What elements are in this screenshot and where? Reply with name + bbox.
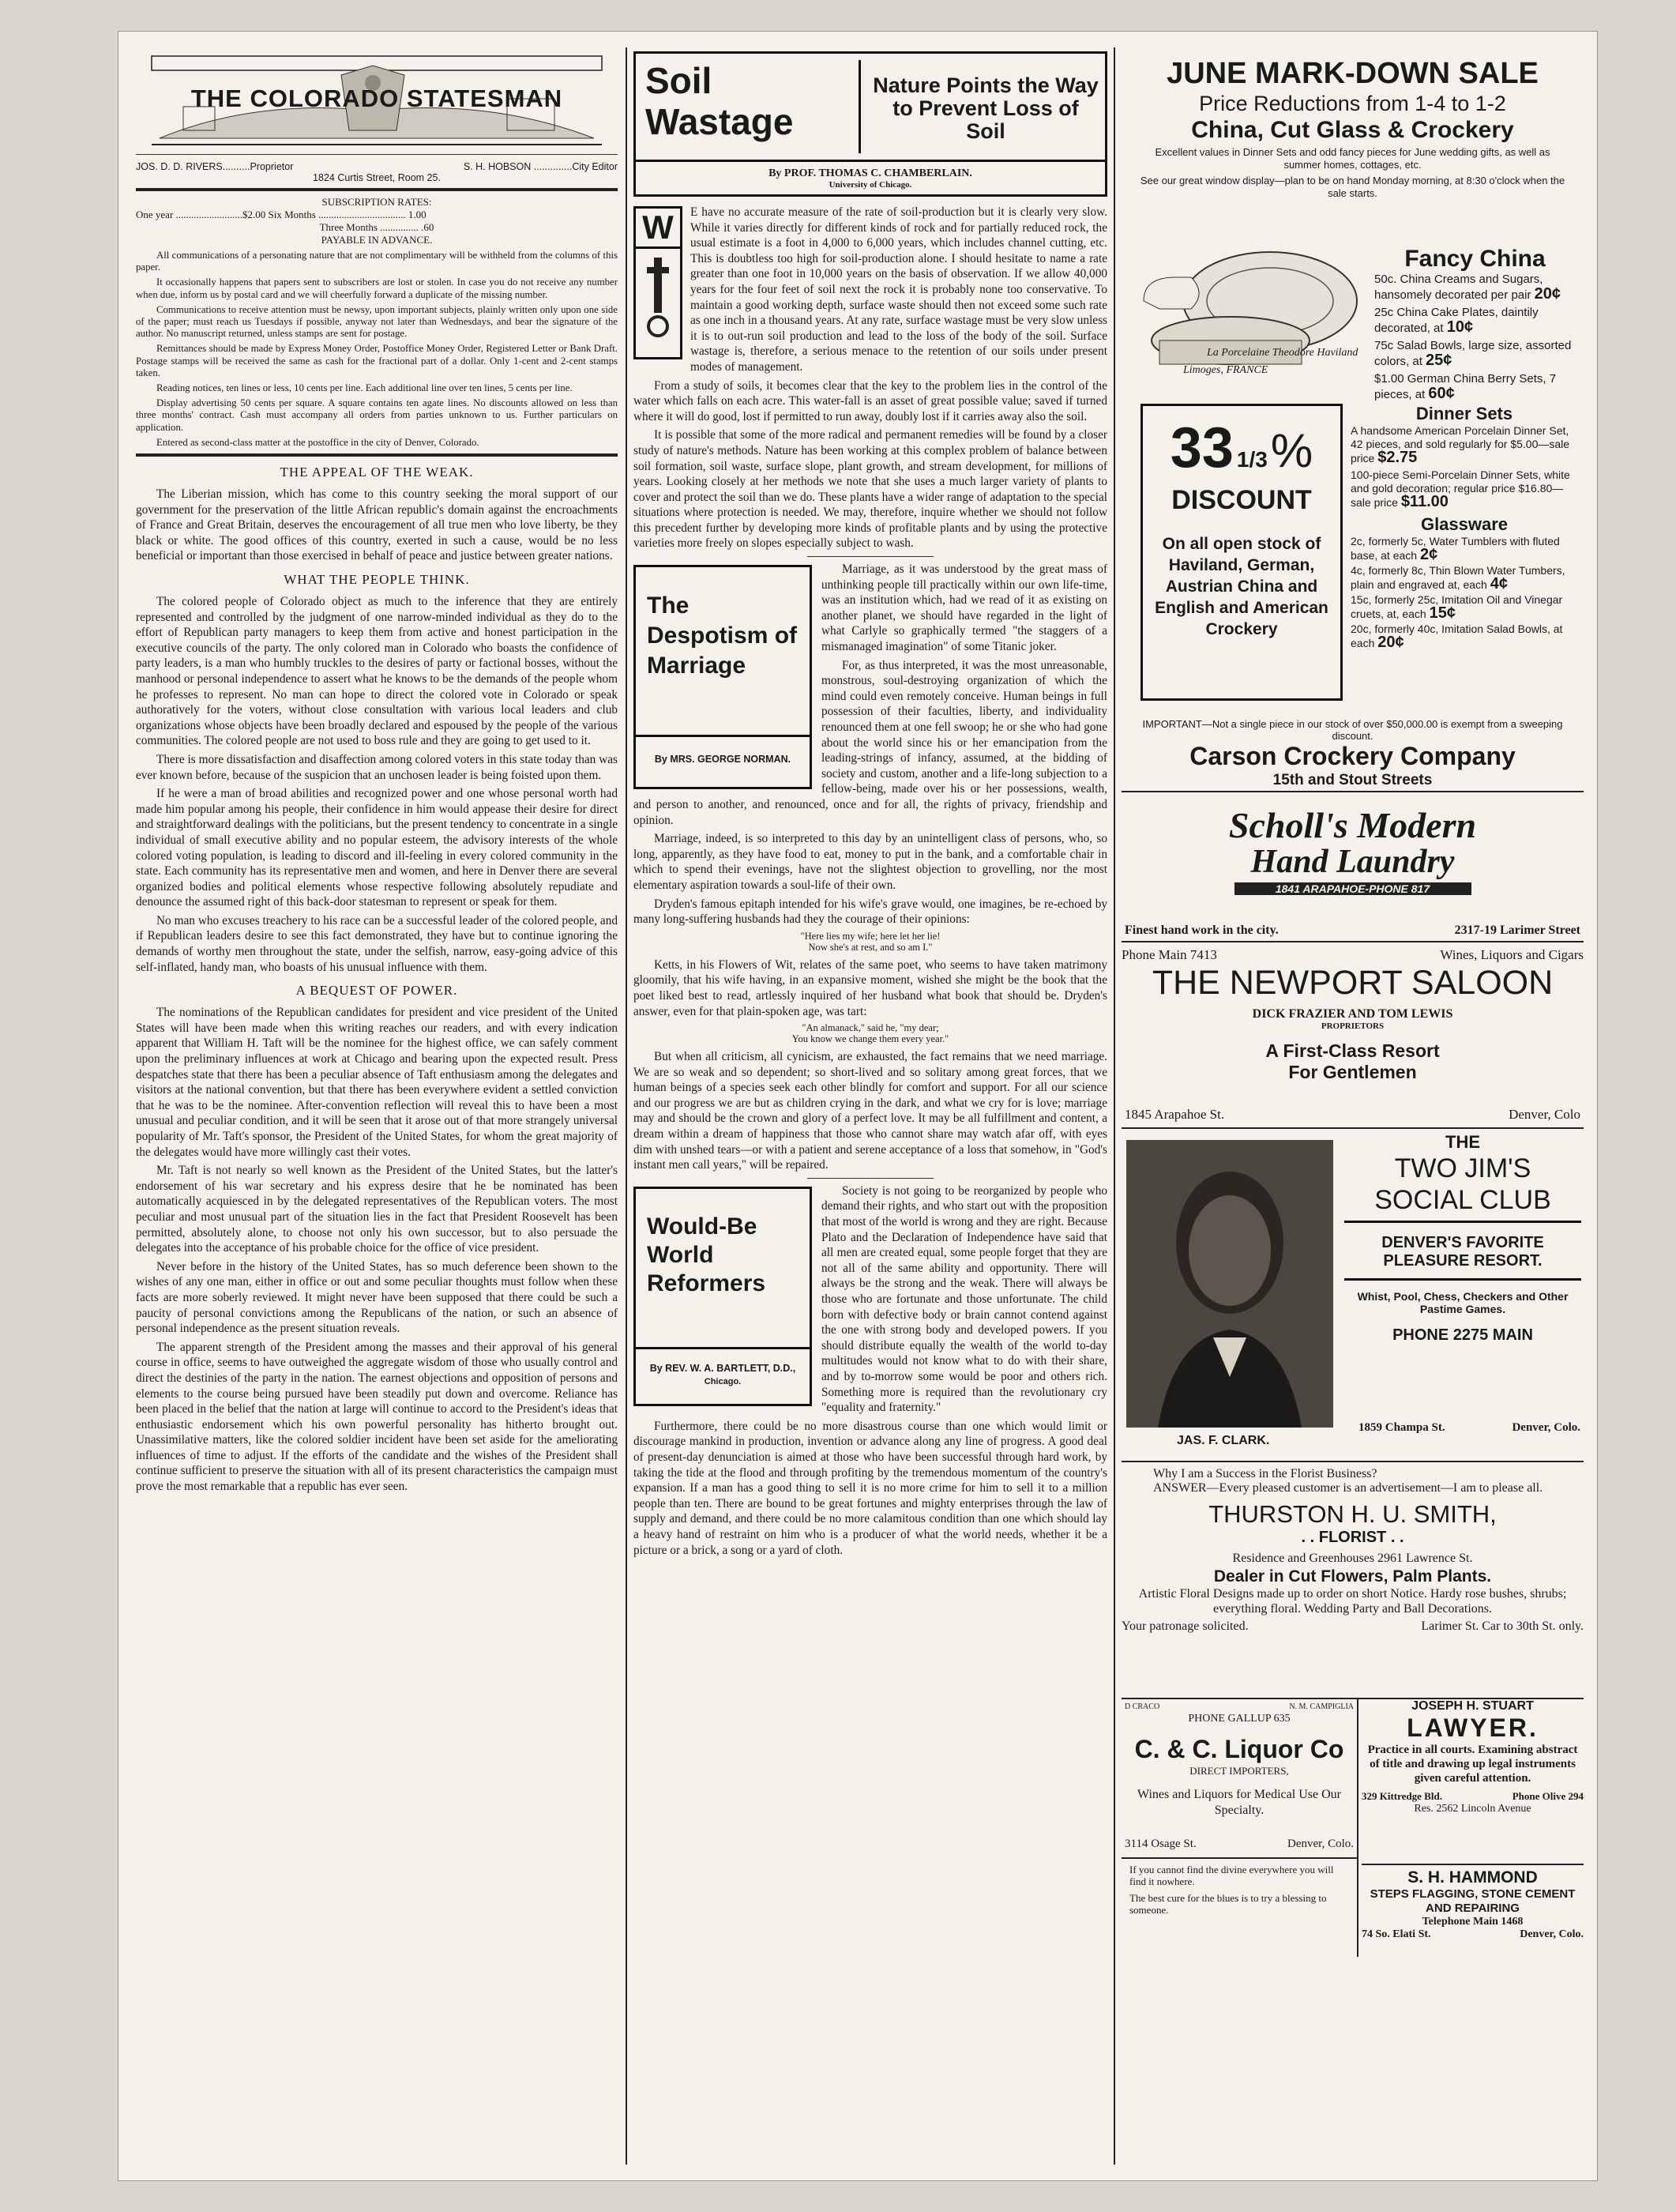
florist-patronage: Your patronage solicited.: [1122, 1620, 1249, 1633]
hammond-desc: STEPS FLAGGING, STONE CEMENT AND REPAIRING: [1370, 1887, 1576, 1915]
newport-topline: [1122, 947, 1584, 963]
newport-address: 1845 Arapahoe St.: [1125, 1107, 1225, 1122]
newport-resort: A First-Class Resort: [1265, 1040, 1440, 1061]
glass-item-price: 2¢: [1419, 546, 1438, 563]
dinner-item-price: $2.75: [1377, 449, 1418, 466]
dinner-item-desc: 100-piece Semi-Porcelain Dinner Sets, white and gold decoration; regular price $16.80—sale price: [1351, 468, 1570, 509]
glass-item-desc: 20c, formerly 40c, Imitation Salad Bowls, at each: [1351, 623, 1563, 649]
drop-cap: W: [636, 209, 680, 249]
two-jims-favorite: PLEASURE RESORT.: [1344, 1252, 1581, 1281]
despotism-paragraph: Ketts, in his Flowers of Wit, relates of the same poet, who seems to have taken matrimony gloomily, that his wife having, in an expansive moment, wished she might be the book that the poet liked best to read, artlessly inquired of her husband what book that should be. Dryden's answer, even for that plain-spoken age, was tart:: [633, 957, 1107, 1018]
laundry-ad: [1122, 807, 1584, 942]
verse-line: "Here lies my wife; here let her lie!: [800, 930, 941, 942]
lawyer-office: 329 Kittredge Bld.: [1362, 1790, 1442, 1802]
hammond-name: S. H. HAMMOND: [1407, 1868, 1538, 1887]
despotism-paragraph: Marriage, as it was understood by the great mass of unthinking people till practically within our own life-time, was an institution which, had we read of it as existing on another planet, we should have regarded in the light of what Carlyle so graphically termed "the staggers of a mismanaged imagination" of some Titanic joker.: [821, 562, 1107, 654]
reformers-title-box: [633, 1187, 812, 1406]
soil-title-line: Soil: [645, 60, 712, 101]
liquor-ad: [1122, 1699, 1358, 1957]
fancy-item-price: 20¢: [1534, 285, 1561, 303]
notice: It occasionally happens that papers sent to subscribers are lost or stolen. In case you do not receive any number when due, inform us by postal card and we will cheerfully forward a duplicate of the missing number.: [136, 276, 618, 300]
discount-desc: On all open stock of Haviland, German, Austrian China and English and American Crockery: [1155, 535, 1328, 638]
fancy-item-price: 60¢: [1428, 385, 1455, 402]
glass-item: [1351, 564, 1578, 592]
florist-footer: [1122, 1620, 1584, 1634]
liquor-city: Denver, Colo.: [1287, 1838, 1354, 1850]
soil-affiliation: University of Chicago.: [829, 180, 912, 190]
newport-wines: Wines, Liquors and Cigars: [1440, 947, 1584, 962]
dinner-glass-list: [1351, 404, 1578, 650]
people-paragraph: The colored people of Colorado object as much to the inference that they are entirely represented and controlled by the judgment of one narrow-minded individual as they do to the effort of Republican party managers to keep them from active and honest participation in the executive councils of the party. The only colored man in Colorado who boasts the confidence of party leaders, is a man who humbly truckles to the desires of party or factional bosses, without the manhood or personal independence to assert what he knows to be the demands of the people whom he professes to represent. No man can hope to direct the colored vote in Colorado or speak authoratively for the voters, without close consultation with various local leaders and club organizations whose objects have been broadly declared and espoused by the people of the various communities. The colored people are not used to boss rule and they are going to get used to it.: [136, 595, 618, 748]
discount-fraction: 1/3: [1236, 447, 1268, 472]
fancy-item-price: 25¢: [1426, 352, 1452, 369]
sale-line: Excellent values in Dinner Sets and odd fancy pieces for June wedding gifts, as well as summer homes, cottages, etc.: [1155, 146, 1550, 171]
two-jims-text: [1344, 1132, 1581, 1345]
hammond-phone: Telephone Main 1468: [1422, 1916, 1524, 1928]
newport-owners: DICK FRAZIER AND TOM LEWIS: [1252, 1007, 1453, 1021]
masthead: [136, 51, 618, 155]
notice: Display advertising 50 cents per square. A square contains ten agate lines. No discounts allowed on less than three months' contract. Cash must accompany all orders from parties unknown to us. Further particulars on application.: [136, 397, 618, 433]
lawyer-contact: [1362, 1790, 1584, 1803]
florist-answer: ANSWER—Every pleased customer is an advertisement—I am to please all.: [1153, 1481, 1543, 1495]
soil-byline: By PROF. THOMAS C. CHAMBERLAIN.: [768, 167, 972, 179]
newspaper-page: [118, 32, 1597, 2180]
verse-line: "An almanack," said he, "my dear;: [802, 1022, 939, 1034]
laundry-banner: 1841 ARAPAHOE-PHONE 817: [1234, 882, 1471, 895]
two-jims-address: 1859 Champa St.: [1358, 1421, 1445, 1434]
soil-title: [645, 60, 861, 153]
florist-residence: Residence and Greenhouses 2961 Lawrence St.: [1232, 1552, 1473, 1565]
carson-crockery-ad: [1122, 56, 1584, 792]
subscription-heading: SUBSCRIPTION RATES:: [321, 196, 432, 208]
liquor-importers: DIRECT IMPORTERS,: [1189, 1765, 1289, 1777]
fancy-heading: Fancy China: [1404, 246, 1546, 272]
two-jims-favorite: DENVER'S FAVORITE: [1381, 1234, 1544, 1251]
lawyer-desc: Practice in all courts. Examining abstract of title and drawing up legal instruments given careful attention.: [1367, 1744, 1578, 1785]
newport-footer: [1125, 1107, 1580, 1123]
hammond-footer: [1362, 1928, 1584, 1941]
despotism-paragraph: For, as thus interpreted, it was the most unreasonable, monstrous, soul-destroying organization of which the mind could even remotely conceive. Human beings in full possession of their faculties, liberty, and individuality renounced them at one fell swoop; he or she who had gone about the world since his or her emancipation from the leading-strings of infancy, assumed, at the bidding of society and custom, another and a life-long subjection to a fellow-being, made over his or her possessions, wealth, and person to another, and renounced, once and for all, the rights of privacy, friendship and opinion.: [633, 658, 1107, 827]
reformers-paragraph: Society is not going to be reorganized by people who demand their rights, and who start out with the proposition that most of the world is wrong and they are right. Because Plato and the Declaration of Independence have said that all men are created equal, some people forget that they are not all of the same ability and opportunity. There will always be the strong and the weak. There will always be those who are fortunate and those unfortunate. The child born with defective body or brain cannot contend against the one with strong body and developed powers. If you should distribute equally the wealth of the world to-day multitudes would not know what to do with their share, and by to-morrow some would be poor and others rich. Something more is required than the revolutionary cry "equality and fraternity.": [821, 1183, 1107, 1415]
lawyer-name: JOSEPH H. STUART: [1411, 1699, 1534, 1713]
bottom-ads: [1122, 1699, 1584, 1960]
glass-item-price: 20¢: [1377, 634, 1404, 651]
drop-cap-box: [633, 206, 682, 359]
sale-line: See our great window display—plan to be on hand Monday morning, at 8:30 o'clock when the sale starts.: [1140, 175, 1565, 199]
glass-item-price: 15¢: [1429, 604, 1456, 622]
soil-paragraph: It is possible that some of the more radical and permanent remedies will be found by a closer study of nature's methods. Nature has been working at this complex problem of balance between soil formation, soil waste, surface slope, plant growth, and stream development, for millions of years. Looking closely at her methods we note that she uses a much larger variety of plants to cover and protect the soil than we do. These plants have a wider range of adaptation to the special situations where protection is needed. We may, therefore, inquire whether we should not follow this precedent further by developing more kinds of profitable plants and by using the protective varieties more freely on slopes especially subject to wash.: [633, 428, 1107, 551]
fancy-item-desc: 75c Salad Bowls, large size, assorted colors, at: [1374, 339, 1572, 368]
florist-question: Why I am a Success in the Florist Business?: [1153, 1467, 1377, 1480]
soil-title-box: [633, 51, 1107, 197]
reformers-place: Chicago.: [704, 1376, 742, 1386]
appeal-paragraph: The Liberian mission, which has come to this country seeking the moral support of our government for the preservation of the little African republic's domain against the encroachments of France and Great Britain, deserves the encouragement of all true men who love liberty, be they black or white. The good offices of this country, exerted in such a cause, would be no less beneficial or important than those exercised in behalf of peace and justice between greater nations.: [136, 487, 618, 563]
despotism-title-box: [633, 565, 812, 789]
soil-title-line: Wastage: [645, 101, 794, 142]
masthead-title: THE COLORADO STATESMAN: [190, 85, 563, 112]
masthead-staff: [136, 161, 618, 172]
sale-sub: Price Reductions from 1-4 to 1-2: [1199, 92, 1506, 115]
hammond-address: 74 So. Elati St.: [1362, 1928, 1431, 1940]
verse: [633, 931, 1107, 953]
despotism-title: The Despotism of Marriage: [647, 592, 798, 679]
discount-percent: %: [1270, 424, 1313, 477]
liquor-owner: D CRACO: [1125, 1702, 1160, 1711]
fancy-item: [1374, 273, 1576, 303]
reformers-byline: By REV. W. A. BARTLETT, D.D.,: [649, 1362, 796, 1374]
glass-item-desc: 2c, formerly 5c, Water Tumblers with fluted base, at each: [1351, 535, 1560, 562]
fancy-item-desc: $1.00 German China Berry Sets, 7 pieces, at: [1374, 372, 1557, 401]
dinner-item: [1351, 424, 1578, 465]
laundry-tagline: Finest hand work in the city.: [1125, 924, 1279, 937]
liquor-owner: N. M. CAMPIGLIA: [1289, 1702, 1354, 1711]
newport-name: THE NEWPORT SALOON: [1152, 964, 1554, 1002]
hammond-city: Denver, Colo.: [1520, 1928, 1584, 1940]
glass-item: [1351, 535, 1578, 562]
newport-resort: For Gentlemen: [1288, 1062, 1417, 1082]
fancy-item: [1374, 339, 1576, 369]
dinner-item-desc: A handsome American Porcelain Dinner Set, 42 pieces, and sold regularly for $5.00—sale price: [1351, 424, 1570, 465]
notice: All communications of a personating nature that are not complimentary will be withheld from the columns of this paper.: [136, 250, 618, 273]
bequest-paragraph: Mr. Taft is not nearly so well known as the President of the United States, but the latter's endorsement of his war secretary and his express desire that he be nominated has been automatically acquiesced in by the delegated representatives of the Republican voters. The most peculiar and most unusual part of the situation lies in the fact that President Roosevelt has been permitted, absolutely alone, to choose not only his own successor, but to also persuade the delegates into the acceptance of his probable choice for the office of vice president.: [136, 1164, 618, 1255]
portrait: [1126, 1140, 1333, 1428]
sale-title: JUNE MARK-DOWN SALE: [1167, 57, 1539, 90]
two-jims-ad: [1122, 1129, 1584, 1462]
florist-desc: Artistic Floral Designs made up to order on short Notice. Hardy rose bushes, shrubs; everything floral. Wedding Party and Ball Decorations.: [1138, 1587, 1567, 1616]
column-left: [136, 51, 618, 2161]
discount-figure: [1143, 416, 1340, 480]
glass-item: [1351, 593, 1578, 621]
masthead-editor: S. H. HOBSON ..............City Editor: [463, 161, 618, 172]
notice: Entered as second-class matter at the postoffice in the city of Denver, Colorado.: [156, 436, 479, 448]
two-jims-name: TWO JIM'S: [1394, 1153, 1531, 1183]
bequest-paragraph: The apparent strength of the President among the masses and their approval of his general course in office, seems to have outweighed the aggregate wisdom of those who usually control and direct the destinies of the party in the nation. The earnest objections and opposition of persons and elements to the course being pursued have been steadily put down and overcome. Reliance has been placed in the belief that the nation at large will continue to accord to the President's ideas that enthusiastic endorsement which his own powerful personality has hitherto brought out. Unassimilative matters, like the colored soldier incident have been set aside for the ameliorating influences of time to adjust. If the efforts of the candidate and the wishes of the President shall continue sufficient to preserve the situation with all of its present characteristics the campaign must prove the most remarkable that a republic has ever seen.: [136, 1340, 618, 1494]
subscription-one-year: One year ..........................$2.00 Six Months .................................. 1.00: [136, 209, 427, 220]
glass-item-desc: 15c, formerly 25c, Imitation Oil and Vinegar cruets, at, each: [1351, 593, 1563, 620]
china-illustration: [1128, 246, 1365, 388]
column-ads: [1122, 51, 1584, 2161]
florist-ad: [1122, 1462, 1584, 1699]
liquor-blues: The best cure for the blues is to try a blessing to someone.: [1129, 1892, 1327, 1916]
despotism-paragraph: Marriage, indeed, is so interpreted to this day by an unintelligent class of persons, who, so long, apparently, as they have food to eat, money to put in the bank, and a comfortable chair in which to spend their evenings, have not the slightest objection to grovelling, nor the most elementary aspiration towards a soul-life of their own.: [633, 832, 1107, 892]
dinner-item: [1351, 468, 1578, 510]
soil-paragraph: E have no accurate measure of the rate of soil-production but it is clearly very slow. While it varies directly for different kinds of rock and for partially reduced rock, the usual estimate is a foot in 4,000 to 6,000 years, which includes channel cutting, etc. This is doubtless too high for soil-production alone. I should hesitate to name a rate greater than one foot in 10,000 years on the basis of observation. If we allow 40,000 years for the four feet of soil next the rock it is probably none too conservative. To maintain a good working depth, surface waste should then not exceed some such rate as one inch in a thousand years. At any rate, surface wastage must be very slow unless it is to out-run soil production and lead to the loss of the body of the soil. Surface wastage is, therefore, a serious menace to the retention of our soils under present modes of management.: [690, 205, 1107, 374]
florist-car: Larimer St. Car to 30th St. only.: [1421, 1620, 1584, 1633]
column-middle: [633, 51, 1107, 2161]
despotism-byline: By MRS. GEORGE NORMAN.: [654, 754, 791, 766]
lawyer-residence: Res. 2562 Lincoln Avenue: [1414, 1803, 1531, 1815]
notice: Remittances should be made by Express Money Order, Postoffice Money Order, Registered Letter or Bank Draft. Postage stamps will be received the same as cash for the fractional part of a dollar. Only 1-cent and 2-cent stamps taken.: [136, 343, 618, 378]
newport-phone: Phone Main 7413: [1122, 947, 1217, 962]
soil-subtitle: Nature Points the Way to Prevent Loss of Soil: [873, 73, 1099, 143]
fancy-item: [1374, 372, 1576, 402]
plate-label: La Porcelaine Theodore Haviland: [1207, 347, 1358, 359]
notice: Reading notices, ten lines or less, 10 cents per line. Each additional line over ten lines, 5 cents per line.: [156, 382, 573, 394]
lawyer-title: LAWYER.: [1407, 1714, 1539, 1742]
glass-item-price: 4¢: [1490, 575, 1508, 592]
liquor-name: C. & C. Liquor Co: [1134, 1735, 1344, 1763]
florist-dealer: Dealer in Cut Flowers, Palm Plants.: [1213, 1567, 1492, 1586]
lawyer-phone: Phone Olive 294: [1512, 1790, 1584, 1802]
important-note: IMPORTANT—Not a single piece in our stock of over $50,000.00 is exempt from a sweeping discount.: [1142, 718, 1563, 742]
bequest-paragraph: Never before in the history of the United States, has so much deference been shown to the wishes of any one man, either in office or out and some peculiar thoughts must follow when these facts are more soberly reviewed. It might never have been supposed that there could be such a paucity of personal convictions among the Republicans of the nation, or such an absence of personal independence as the present situation reveals.: [136, 1259, 618, 1336]
people-paragraph: There is more dissatisfaction and disaffection among colored voters in this state today than was ever known before, because of the suspicion that an unchosen leader is being foisted upon them.: [136, 752, 618, 782]
masthead-proprietor: JOS. D. D. RIVERS..........Proprietor: [136, 161, 294, 172]
newport-city: Denver, Colo: [1509, 1107, 1580, 1122]
liquor-divine: If you cannot find the divine everywhere you will find it nowhere.: [1129, 1864, 1334, 1887]
fancy-item: [1374, 306, 1576, 336]
column-rule: [626, 47, 627, 2165]
reformers-title: Would-Be World Reformers: [647, 1213, 766, 1296]
glass-item: [1351, 623, 1578, 650]
glass-item-desc: 4c, formerly 8c, Thin Blown Water Tumbers, plain and engraved at, each: [1351, 564, 1565, 591]
people-paragraph: No man who excuses treachery to his race can be a successful leader of the colored people, and if Republican leaders desire to see this fact demonstrated, they have but to continue ignoring the demands of worthy men throughout the state, under the selfish, narrow, easy-going advice of this self-inflated, handy man, who boasts of his unusual influence with them.: [136, 913, 618, 974]
florist-title: . . FLORIST . .: [1301, 1529, 1404, 1546]
verse: [633, 1022, 1107, 1044]
notice: Communications to receive attention must be newsy, upon important subjects, plainly written only upon one side of the paper; must reach us Tuesdays if possible, anyway not later than Wednesdays, and bear the signature of the author. No manuscript returned, unless stamps are sent for postage.: [136, 303, 618, 340]
soil-paragraph: From a study of soils, it becomes clear that the key to the problem lies in the control of the water which falls on each acre. This water-fall is an asset of great possible value; saved if turned where it will do good, lost if permitted to run away, doubly lost if it carries away also the soil.: [633, 378, 1107, 423]
two-jims-games: Whist, Pool, Chess, Checkers and Other Pastime Games.: [1357, 1290, 1569, 1315]
bequest-heading: A BEQUEST OF POWER.: [295, 983, 458, 999]
dinner-heading: Dinner Sets: [1415, 404, 1513, 423]
sale-goods: China, Cut Glass & Crockery: [1191, 117, 1514, 143]
appeal-heading: THE APPEAL OF THE WEAK.: [280, 465, 474, 480]
two-jims-footer: [1358, 1421, 1580, 1435]
liquor-footer: [1122, 1838, 1357, 1851]
dinner-item-price: $11.00: [1400, 493, 1449, 510]
fancy-china: [1374, 246, 1576, 402]
laundry-name: Scholl's Modern: [1228, 805, 1477, 845]
masthead-address: 1824 Curtis Street, Room 25.: [313, 172, 441, 183]
discount-number: 33: [1170, 416, 1234, 480]
two-jims-name: SOCIAL CLUB: [1344, 1184, 1581, 1223]
two-jims-the: THE: [1445, 1132, 1480, 1152]
column-rule: [1114, 47, 1115, 2165]
subscription-advance: PAYABLE IN ADVANCE.: [321, 234, 433, 246]
company-streets: 15th and Stout Streets: [1272, 772, 1433, 788]
subscription-three-months: Three Months ............... .60: [319, 221, 434, 233]
fancy-item-desc: 50c. China Creams and Sugars, hansomely decorated per pair: [1374, 273, 1543, 302]
newport-saloon-ad: [1122, 942, 1584, 1129]
laundry-address: 2317-19 Larimer Street: [1454, 924, 1580, 937]
two-jims-city: Denver, Colo.: [1512, 1421, 1580, 1434]
hammond-ad: [1362, 1864, 1584, 1941]
fancy-item-price: 10¢: [1446, 318, 1474, 336]
fancy-item-desc: 25c China Cake Plates, daintily decorated, at: [1374, 306, 1539, 335]
reformers-paragraph: Furthermore, there could be no more disastrous course than one which would limit or discourage mankind in production, invention or advance along any line of progress. A good deal of present-day denunciation is aimed at those who have been successful through hard work, by taking the tide at the flood and through profiting by the tremendous momentum of the country's expansion. If a man has a good thing to sell it is no more crime for him to sell it to a million people than ten. There are bound to be great fortunes and mighty enterprises through the law of supply and demand, and there could be no more calamitous condition than one which should lay a heavy hand of restraint on him who is a producer of what the world needs, whether it be a picture or a brick, a song or a yard of cloth.: [633, 1419, 1107, 1557]
verse-line: You know we change them every year.": [791, 1033, 949, 1045]
laundry-name: Hand Laundry: [1250, 844, 1455, 880]
liquor-phone: PHONE GALLUP 635: [1188, 1713, 1291, 1725]
liquor-wines: Wines and Liquors for Medical Use Our Specialty.: [1137, 1788, 1341, 1817]
despotism-paragraph: But when all criticism, all cynicism, are exhausted, the fact remains that we need marriage. We are so weak and so dependent; so short-lived and so solitary among great forces, that we human beings of a species seek each other blindly for comfort and support. For all our science and our progress we are but as children crying in the dark, and what we cry for is love; marriage may and should be the crown and glory of a perfect love. It may be all fulfillment and content, a dream within a dream of happiness that those who cannot share may watch afar off, with eyes dim with unshed tears—or with a patient and serene acceptance of a loss that somehow, in "God's instant men call years," will be repaired.: [633, 1050, 1107, 1172]
plate-place: Limoges, FRANCE: [1183, 364, 1268, 376]
bequest-paragraph: The nominations of the Republican candidates for president and vice president of the United States will have been made when this writing reaches our readers, and with every indication apparent that William H. Taft will be the nominee for the highest office, we can safely comment upon the preliminary influences at work at Chicago and bearing upon the expected result. Press despatches state that there has been a peculiar absence of Taft enthusiasm among the delegates and visitors at the national convention, but that there has been everywhere evident a settled conviction that he was to be the nominee. After-convention reflection will reveal this to have been a most unusual and peculiar condition, and it will be seen that it arose out of that more strangely universal popularity of Mr. Taft's sponsor, the President of the United States, for whom the great majority of the delegates would have more willingly cast their votes.: [136, 1006, 618, 1159]
despotism-paragraph: Dryden's famous epitaph intended for his wife's grave would, one imagines, be re-echoed by many long-suffering husbands had they the courage of their opinions:: [633, 897, 1107, 927]
people-heading: WHAT THE PEOPLE THINK.: [284, 572, 470, 588]
liquor-address: 3114 Osage St.: [1125, 1838, 1197, 1850]
discount-box: [1141, 404, 1343, 701]
discount-word: DISCOUNT: [1171, 485, 1312, 515]
subscription-box: [136, 196, 618, 449]
portrait-caption: JAS. F. CLARK.: [1177, 1434, 1270, 1447]
laundry-footer: [1125, 924, 1580, 938]
two-jims-phone: PHONE 2275 MAIN: [1392, 1326, 1533, 1344]
newport-proprietors: PROPRIETORS: [1321, 1021, 1385, 1031]
company-name: Carson Crockery Company: [1189, 742, 1516, 770]
lawyer-ad: [1362, 1699, 1584, 1815]
portrait-figure: [1126, 1140, 1333, 1428]
glass-heading: Glassware: [1420, 514, 1509, 534]
people-paragraph: If he were a man of broad abilities and recognized power and one whose personal worth had made him popular among his people, their confidence in him would appease their desire for direct and straightforward dealings with the politicians, but the present tendency to concentrate in a single individual of small executive ability and no popular esteem, the advisory interests of the whole colored voting population, is leading to discord and ill-feeling in every colored community in the state. Each community has its representative men and women, and here in Denver there are several organized bodies and political elements whose respective following absolutely repudiate and denounce the assumed right of this back-door statesman to represent or speak for them.: [136, 787, 618, 909]
ornament-icon: [636, 251, 680, 354]
liquor-owners: [1122, 1699, 1357, 1711]
verse-line: Now she's at rest, and so am I.": [808, 941, 933, 953]
florist-name: THURSTON H. U. SMITH,: [1208, 1500, 1497, 1528]
